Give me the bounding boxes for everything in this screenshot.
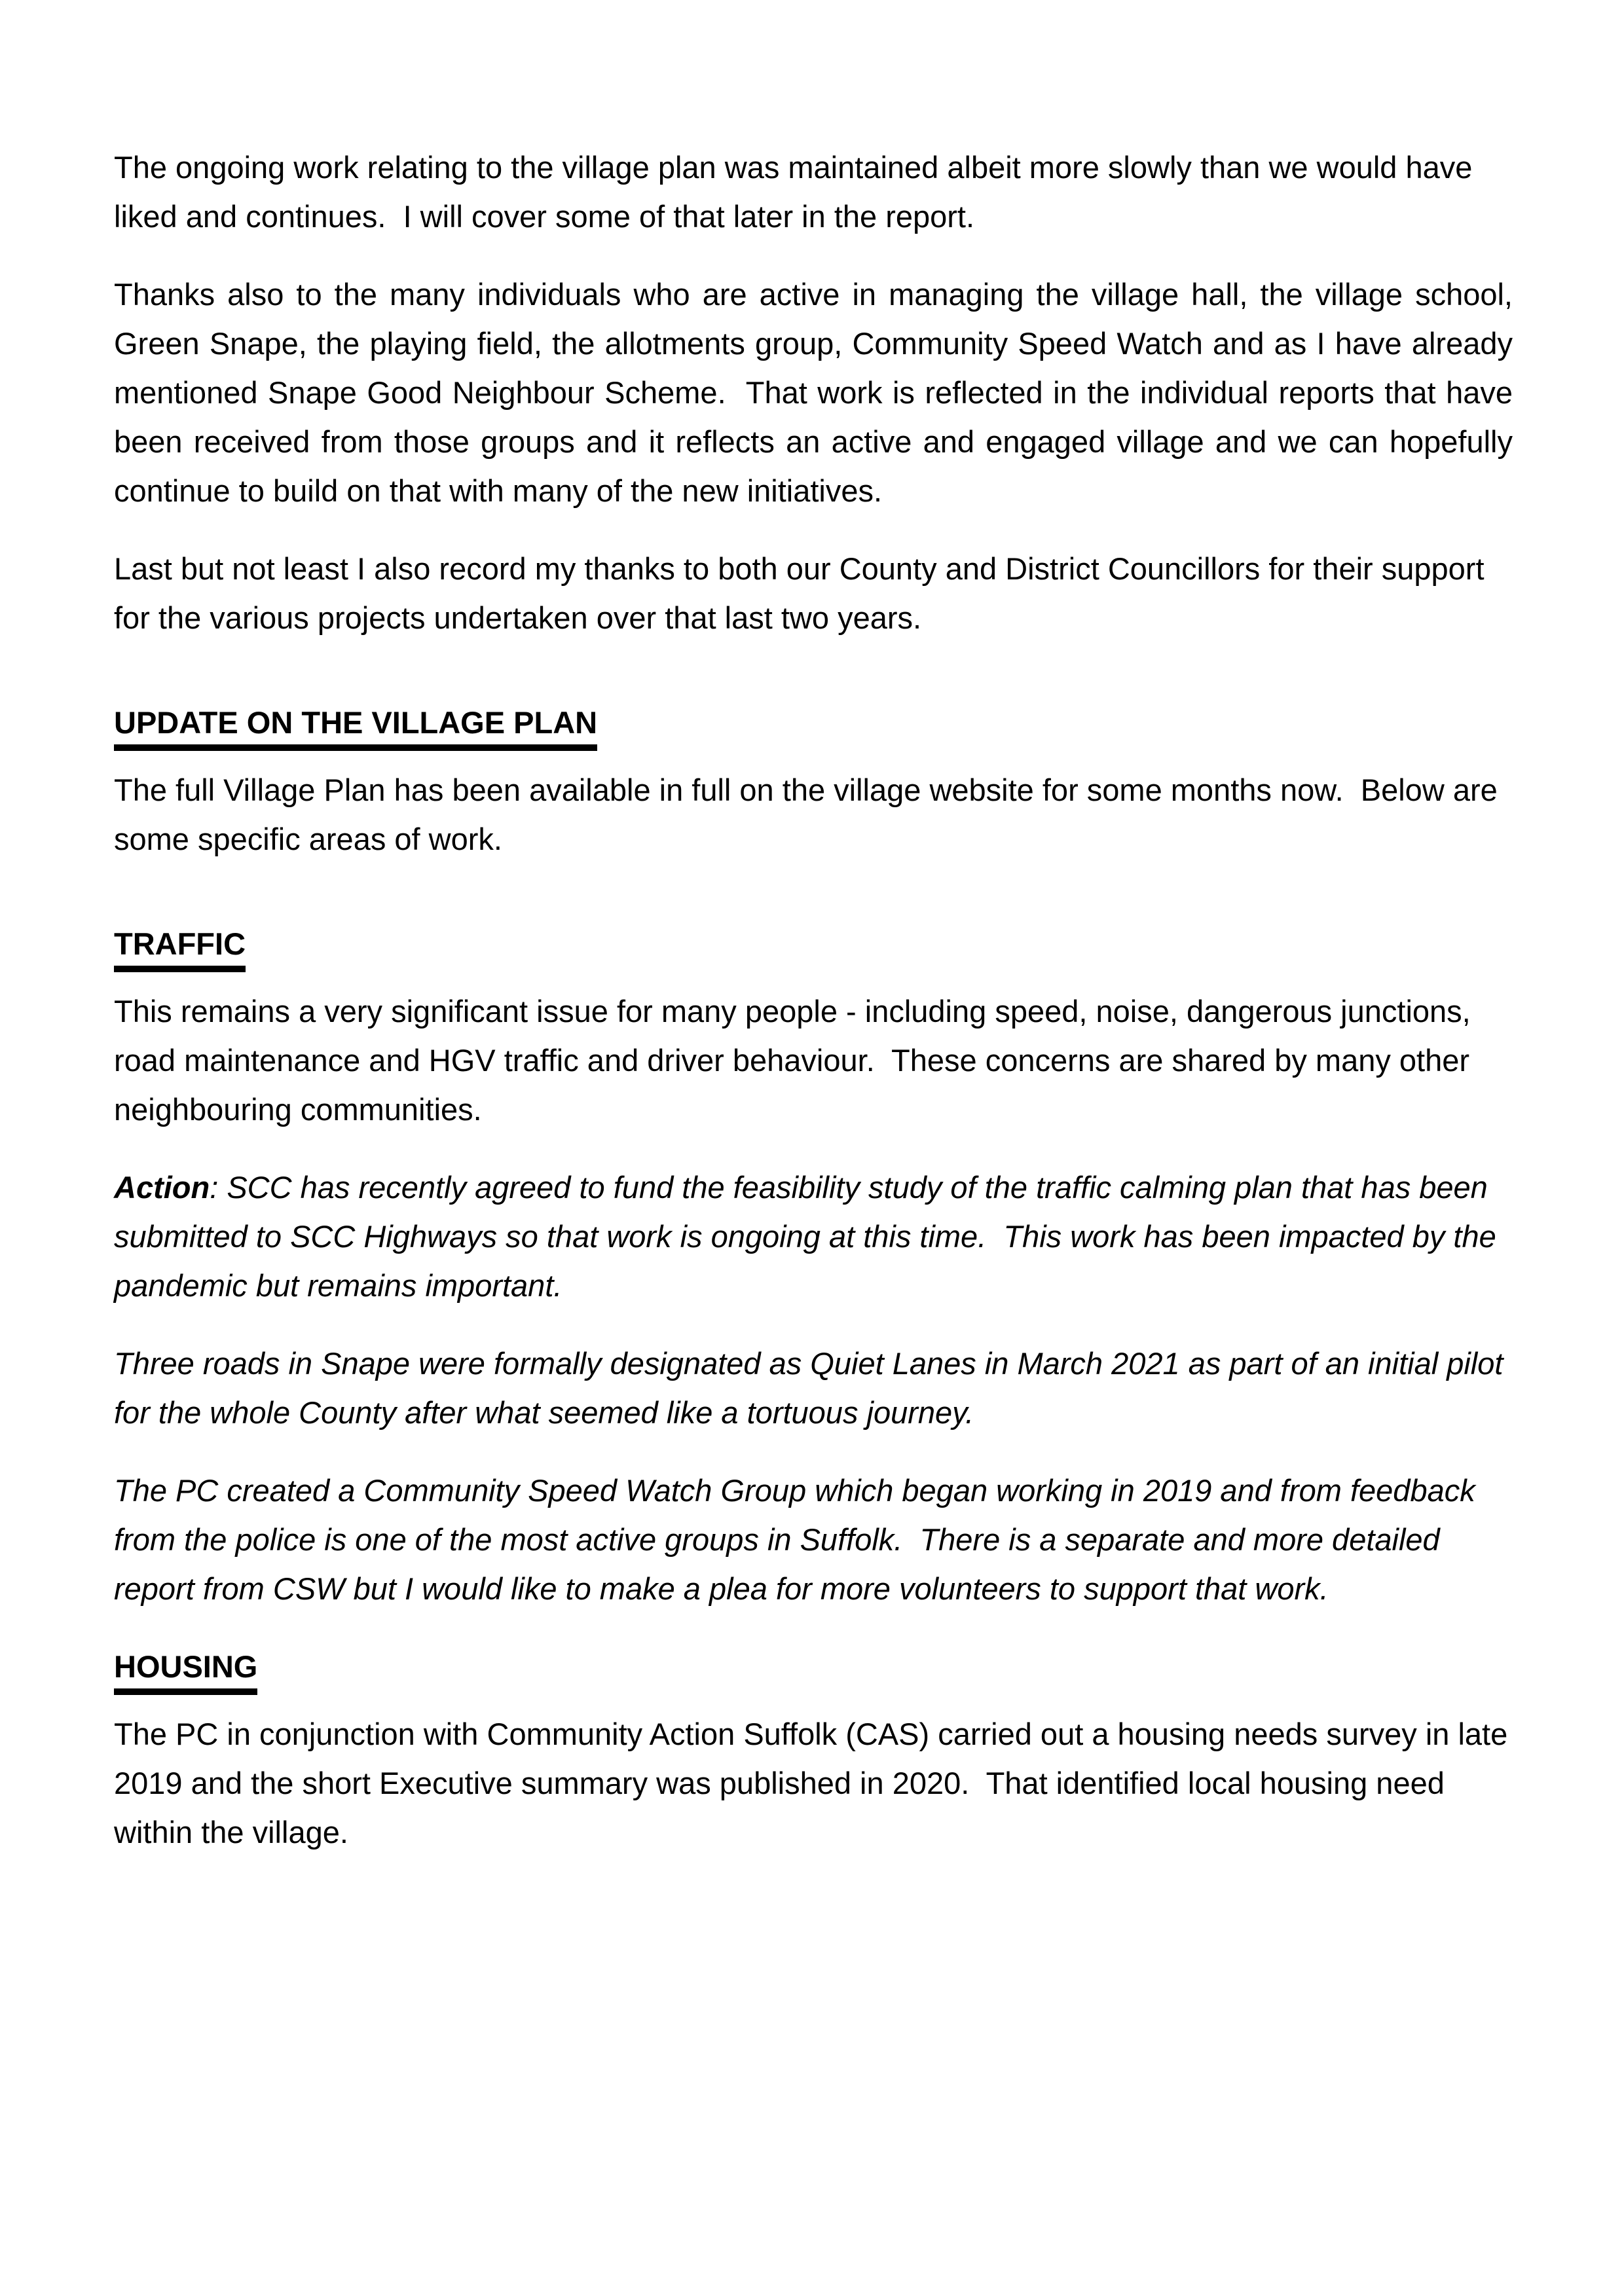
- section-heading-housing-text: HOUSING: [114, 1649, 257, 1695]
- action-text: : SCC has recently agreed to fund the feasibility study of the traffic calming plan that has been submitted to SCC Highways so that work is ongoing at this time. This work has been impacted by the pandemic but remains important.: [114, 1170, 1496, 1303]
- section-heading-traffic: [114, 919, 1513, 972]
- paragraph-housing-survey: The PC in conjunction with Community Action Suffolk (CAS) carried out a housing needs survey in late 2019 and the short Executive summary was published in 2020. That identified local housing need within the village.: [114, 1717, 1508, 1850]
- paragraph-village-plan-intro: The full Village Plan has been available in full on the village website for some months now. Below are some specific areas of work.: [114, 773, 1498, 856]
- paragraph-traffic-overview: This remains a very significant issue for many people - including speed, noise, dangerous junctions, road maintenance and HGV traffic and driver behaviour. These concerns are shared by many other neighbouring communities.: [114, 994, 1471, 1127]
- paragraph-village-plan-progress: The ongoing work relating to the village plan was maintained albeit more slowly than we would have liked and continues. I will cover some of that later in the report.: [114, 150, 1473, 234]
- section-heading-village-plan: [114, 698, 1513, 751]
- paragraph-community-speed-watch: The PC created a Community Speed Watch Group which began working in 2019 and from feedback from the police is one of the most active groups in Suffolk. There is a separate and more detailed report from CSW but I would like to make a plea for more volunteers to support that work.: [114, 1473, 1475, 1606]
- action-label: Action: [114, 1170, 210, 1205]
- paragraph-quiet-lanes: Three roads in Snape were formally designated as Quiet Lanes in March 2021 as part of an initial pilot for the whole County after what seemed like a tortuous journey.: [114, 1346, 1504, 1430]
- paragraph-traffic-action: [114, 1163, 1513, 1310]
- report-content: [114, 143, 1513, 1886]
- section-heading-village-plan-text: UPDATE ON THE VILLAGE PLAN: [114, 705, 597, 751]
- paragraph-thanks-volunteers: Thanks also to the many individuals who are active in managing the village hall, the village school, Green Snape, the playing field, the allotments group, Community Speed Watch and as I have already mentioned Snape Good Neighbour Scheme. That work is reflected in the individual reports that have been received from those groups and it reflects an active and engaged village and we can hopefully continue to build on that with many of the new initiatives.: [114, 277, 1513, 508]
- section-heading-housing: [114, 1642, 1513, 1695]
- paragraph-thanks-councillors: Last but not least I also record my thanks to both our County and District Councillors for their support for the various projects undertaken over that last two years.: [114, 551, 1485, 635]
- section-heading-traffic-text: TRAFFIC: [114, 926, 246, 972]
